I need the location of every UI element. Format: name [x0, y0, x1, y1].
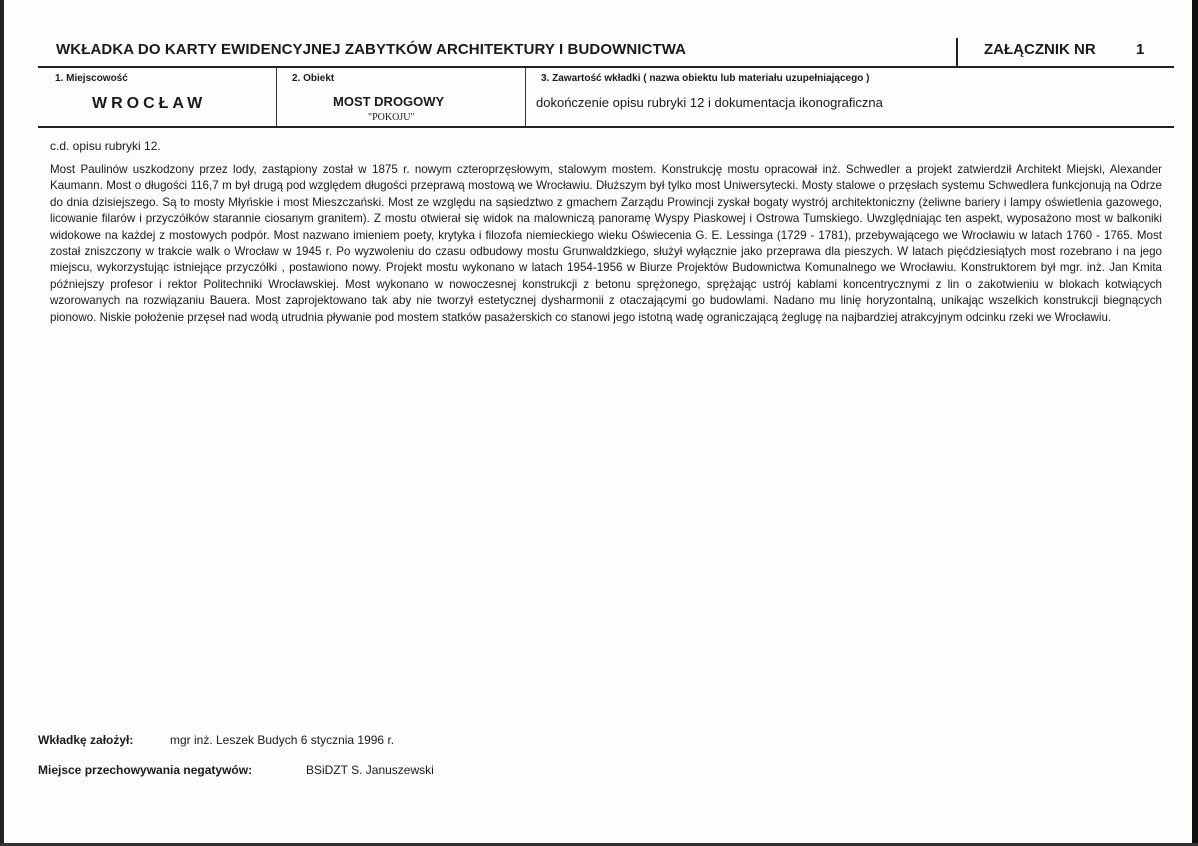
negatives-label: Miejsce przechowywania negatywów:	[38, 763, 253, 777]
negatives-value: BSiDZT S. Januszewski	[306, 763, 434, 777]
annex-number: 1	[1136, 41, 1145, 58]
content-value: dokończenie opisu rubryki 12 i dokumentacja ikonograficzna	[536, 95, 883, 110]
card-header	[38, 38, 1174, 68]
description-text: Most Paulinów uszkodzony przez lody, zastąpiony został w 1875 r. nowym czteroprzęsłowym, stalowym mostem. Konstrukcję mostu opracował inż. Schwedler a projekt zatwierdził Architekt Miejski, Alexander Kaumann. Most o długości 116,7 m był drugą pod względem długości przeprawą mostową we Wrocławiu. Dłuższym był tylko most Uniwersytecki. Mosty stalowe o przęsłach systemu Schwedlera funkcjonują na Odrze do dnia dzisiejszego. Są to mosty Młyńskie i most Mieszczański. Most ze względu na sąsiedztwo z gmachem Zarządu Prowincji zyskał bogaty wystrój architektoniczny (żeliwne bariery i lampy oświetlenia gazowego, licowanie filarów i przyczółków starannie ciosanym granitem). Z mostu otwierał się widok na malowniczą panoramę Wyspy Piaskowej i Ostrowa Tumskiego. Uwzględniając ten aspekt, wyposażono most w balkoniki widokowe na każdej z mostowych podpór. Most nazwano imieniem poety, krytyka i filozofa niemieckiego wieku Oświecenia G. E. Lessinga (1729 - 1781), przebywającego we Wrocławiu w latach 1760 - 1765. Most został zniszczony w trakcie walk o Wrocław w 1945 r. Po wyzwoleniu do czasu odbudowy mostu Grunwaldzkiego, służył wyłącznie jako przeprawa dla pieszych. W latach pięćdziesiątych most rozebrano i na jego miejscu, wykorzystując istniejące przyczółki , postawiono nowy. Projekt mostu wykonano w latach 1954-1956 w Biurze Projektów Budownictwa Komunalnego we Wrocławiu. Konstruktorem był mgr. inż. Jan Kmita późniejszy profesor i rektor Politechniki Wrocławskiej. Most wykonano w nowoczesnej konstrukcji z betonu sprężonego, sprężając ustrój kablami koncentrycznymi z lin o zakotwieniu w blokach kotwiących wzorowanych na rozwiązaniu Bauera. Most zaprojektowano tak aby nie tworzył estetycznej dysharmonii z otaczającymi go budowlami. Nadano mu linię horyzontalną, unikając wszelkich konstrukcji biegnących pionowo. Niskie położenie przęseł nad wodą utrudnia pływanie pod mostem statków pasażerskich co stanowi jego istotną wadę ograniczającą żeglugę na najbardziej atrakcyjnym odcinku rzeki we Wrocławiu.	[50, 163, 1162, 324]
content-label: 3. Zawartość wkładki ( nazwa obiektu lub materiału uzupełniającego )	[541, 73, 870, 84]
card-fields-row	[38, 68, 1174, 128]
locality-label: 1. Miejscowość	[55, 73, 128, 84]
scan-edge-left	[0, 0, 4, 846]
field-divider	[276, 68, 277, 126]
section-title: c.d. opisu rubryki 12.	[50, 139, 161, 153]
card-title: WKŁADKA DO KARTY EWIDENCYJNEJ ZABYTKÓW ARCHITEKTURY I BUDOWNICTWA	[56, 41, 687, 58]
field-divider	[525, 68, 526, 126]
scan-edge-right	[1192, 0, 1198, 846]
header-divider	[956, 38, 958, 66]
author-label: Wkładkę założył:	[38, 733, 134, 747]
annex-label: ZAŁĄCZNIK NR	[984, 41, 1096, 58]
object-label: 2. Obiekt	[292, 73, 335, 84]
object-name: "POKOJU"	[368, 112, 415, 123]
author-value: mgr inż. Leszek Budych 6 stycznia 1996 r.	[170, 733, 395, 747]
locality-value: WROCŁAW	[92, 95, 207, 112]
object-value: MOST DROGOWY	[333, 94, 445, 109]
